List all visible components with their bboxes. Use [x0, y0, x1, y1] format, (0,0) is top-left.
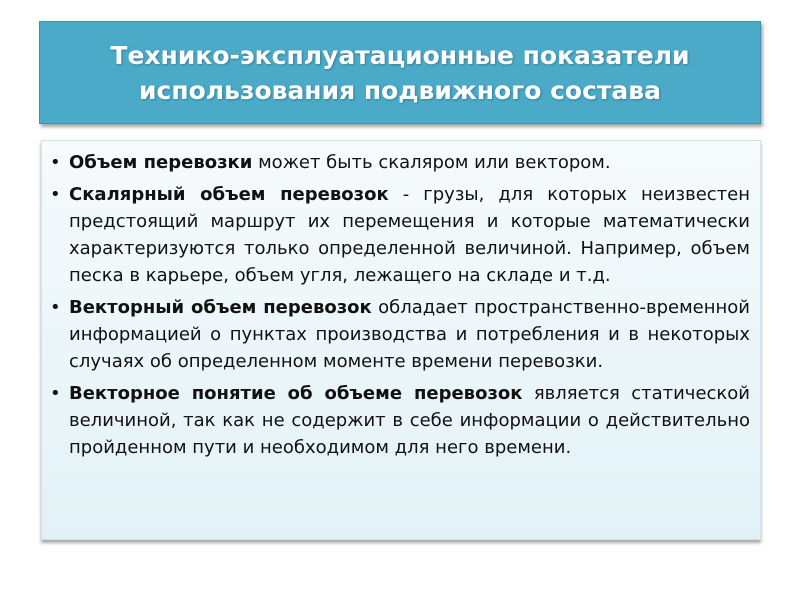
bullet-text: - грузы, для которых неизвестен предстоящий маршрут их перемещения и которые математически характеризуются только определенной величиной. Например, объем песка в карьере, объем угля, лежащего на складе и т.д. — [69, 184, 750, 286]
bullet-item — [50, 294, 750, 375]
bullet-text: обладает пространственно-временной информацией о пунктах производства и потребления и в некоторых случаях об определенном моменте времени перевозки. — [69, 297, 751, 372]
slide-title-banner — [39, 21, 761, 124]
slide-title: Технико-эксплуатационные показатели использования подвижного состава — [110, 40, 690, 105]
bullet-marker: • — [50, 152, 61, 173]
bullet-item — [50, 380, 750, 461]
bullet-item — [50, 181, 750, 289]
bullet-term: Векторный объем перевозок — [69, 297, 372, 318]
bullet-marker: • — [50, 184, 61, 205]
bullet-item — [50, 149, 750, 176]
bullet-marker: • — [50, 297, 61, 318]
bullet-list — [50, 149, 750, 461]
bullet-text: может быть скаляром или вектором. — [252, 152, 611, 173]
bullet-text: является статической величиной, так как не содержит в себе информации о действительно пройденном пути и необходимом для него времени. — [69, 383, 750, 458]
bullet-term: Скалярный объем перевозок — [69, 184, 389, 205]
bullet-marker: • — [50, 383, 61, 404]
bullet-term: Объем перевозки — [69, 152, 253, 173]
slide-content-panel — [41, 140, 761, 540]
bullet-term: Векторное понятие об объеме перевозок — [69, 383, 523, 404]
